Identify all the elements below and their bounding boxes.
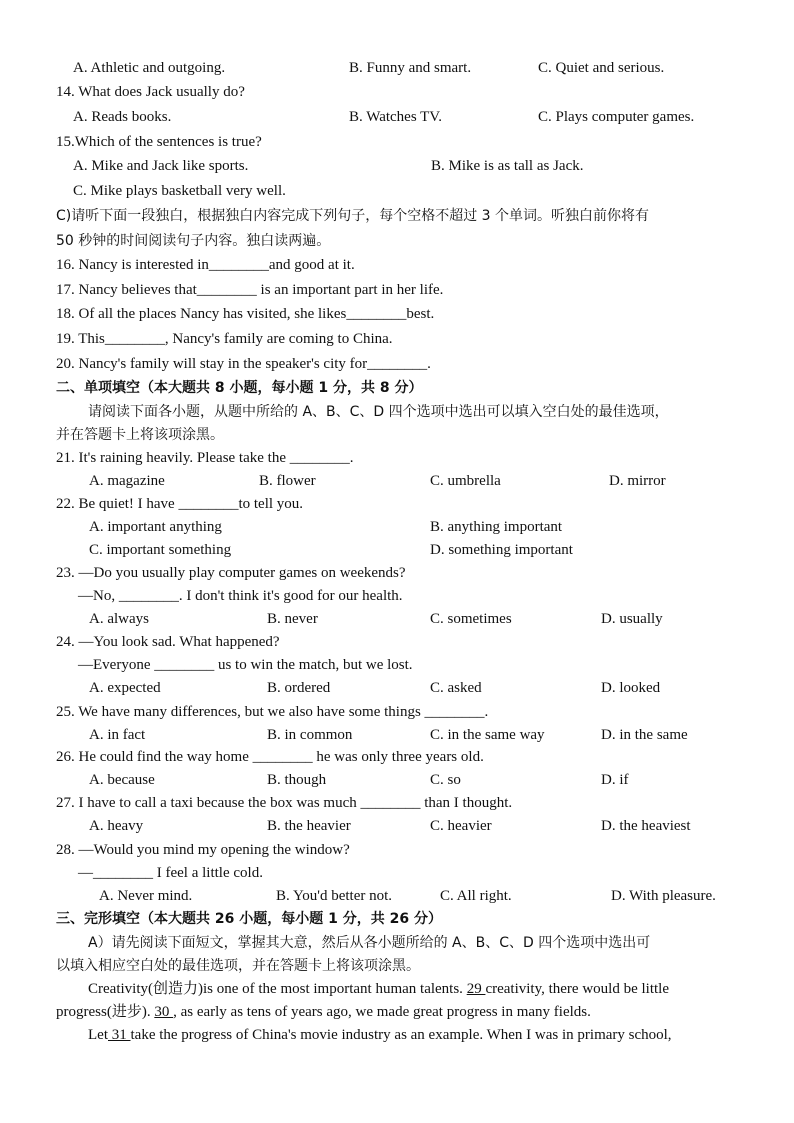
q15-option-b: B. Mike is as tall as Jack. bbox=[431, 158, 584, 174]
passage-text: take the progress of China's movie industry as an example. When I was in primary school, bbox=[130, 1027, 672, 1043]
q27-option-c: C. heavier bbox=[430, 818, 492, 834]
q23-line2: —No, ________. I don't think it's good for our health. bbox=[78, 588, 403, 604]
q14-stem: 14. What does Jack usually do? bbox=[56, 84, 245, 100]
q28-stem: 28. —Would you mind my opening the window? bbox=[56, 842, 350, 858]
section-c-instruction-1: C)请听下面一段独白，根据独白内容完成下列句子，每个空格不超过 3 个单词。听独白前你将有 bbox=[56, 208, 650, 224]
q22-stem: 22. Be quiet! I have ________to tell you. bbox=[56, 496, 304, 512]
section-c-instruction-2: 50 秒钟的时间阅读句子内容。独白读两遍。 bbox=[56, 233, 331, 249]
q22-option-d: D. something important bbox=[430, 542, 573, 558]
q27-option-b: B. the heavier bbox=[267, 818, 351, 834]
q23-option-c: C. sometimes bbox=[430, 611, 512, 627]
q23-option-b: B. never bbox=[267, 611, 318, 627]
q28-option-b: B. You'd better not. bbox=[276, 888, 393, 904]
fill-item-18: 18. Of all the places Nancy has visited, she likes________best. bbox=[56, 306, 435, 322]
q28-option-a: A. Never mind. bbox=[99, 888, 193, 904]
q27-option-a: A. heavy bbox=[89, 818, 144, 834]
q23-options-row bbox=[0, 608, 794, 631]
q26-option-a: A. because bbox=[89, 772, 155, 788]
q21-option-b: B. flower bbox=[259, 473, 316, 489]
q25-option-c: C. in the same way bbox=[430, 727, 545, 743]
passage-text: creativity, there would be little bbox=[485, 981, 669, 997]
q13-option-c: C. Quiet and serious. bbox=[538, 60, 665, 76]
part3-instruction-2: 以填入相应空白处的最佳选项，并在答题卡上将该项涂黑。 bbox=[56, 958, 420, 974]
q24-option-d: D. looked bbox=[601, 680, 661, 696]
q13-option-b: B. Funny and smart. bbox=[349, 60, 472, 76]
q28-option-d: D. With pleasure. bbox=[611, 888, 716, 904]
passage-line-2 bbox=[0, 1001, 794, 1024]
q15-option-a: A. Mike and Jack like sports. bbox=[73, 158, 249, 174]
fill-item-19: 19. This________, Nancy's family are coming to China. bbox=[56, 331, 393, 347]
q13-options-row bbox=[0, 57, 794, 80]
passage-line-3 bbox=[0, 1024, 794, 1047]
q22-option-c: C. important something bbox=[89, 542, 232, 558]
q26-options-row bbox=[0, 769, 794, 792]
q23-option-a: A. always bbox=[89, 611, 149, 627]
q28-line2: —________ I feel a little cold. bbox=[78, 865, 263, 881]
q24-options-row bbox=[0, 677, 794, 700]
q15-options-row bbox=[0, 155, 794, 178]
part2-instruction-2: 并在答题卡上将该项涂黑。 bbox=[56, 427, 224, 443]
q13-option-a: A. Athletic and outgoing. bbox=[73, 60, 226, 76]
q15-stem: 15.Which of the sentences is true? bbox=[56, 134, 262, 150]
blank-31: 31 bbox=[108, 1027, 131, 1043]
q15-option-c: C. Mike plays basketball very well. bbox=[73, 183, 286, 199]
q24-option-c: C. asked bbox=[430, 680, 482, 696]
q21-options-row bbox=[0, 470, 794, 493]
q25-stem: 25. We have many differences, but we also have some things ________. bbox=[56, 704, 489, 720]
q27-options-row bbox=[0, 815, 794, 838]
q27-option-d: D. the heaviest bbox=[601, 818, 691, 834]
q25-option-b: B. in common bbox=[267, 727, 353, 743]
q23-stem: 23. —Do you usually play computer games on weekends? bbox=[56, 565, 406, 581]
q21-option-d: D. mirror bbox=[609, 473, 666, 489]
q24-option-b: B. ordered bbox=[267, 680, 331, 696]
q25-options-row bbox=[0, 724, 794, 747]
q14-options-row bbox=[0, 106, 794, 129]
q22-options-row-1 bbox=[0, 516, 794, 539]
q26-option-c: C. so bbox=[430, 772, 461, 788]
fill-item-16: 16. Nancy is interested in________and good at it. bbox=[56, 257, 355, 273]
q25-option-d: D. in the same bbox=[601, 727, 688, 743]
q14-option-c: C. Plays computer games. bbox=[538, 109, 695, 125]
fill-item-20: 20. Nancy's family will stay in the speaker's city for________. bbox=[56, 356, 431, 372]
q21-stem: 21. It's raining heavily. Please take the ________. bbox=[56, 450, 354, 466]
passage-text: , as early as tens of years ago, we made great progress in many fields. bbox=[173, 1004, 591, 1020]
q24-option-a: A. expected bbox=[89, 680, 161, 696]
q24-stem: 24. —You look sad. What happened? bbox=[56, 634, 280, 650]
passage-text: Let bbox=[88, 1027, 108, 1043]
part2-heading: 二、单项填空（本大题共 8 小题，每小题 1 分，共 8 分） bbox=[56, 380, 423, 396]
blank-30: 30 bbox=[154, 1004, 174, 1020]
fill-item-17: 17. Nancy believes that________ is an important part in her life. bbox=[56, 282, 444, 298]
q25-option-a: A. in fact bbox=[89, 727, 146, 743]
part3-heading: 三、完形填空（本大题共 26 小题，每小题 1 分，共 26 分） bbox=[56, 911, 442, 927]
passage-line-1 bbox=[0, 978, 794, 1001]
q14-option-a: A. Reads books. bbox=[73, 109, 172, 125]
q23-option-d: D. usually bbox=[601, 611, 663, 627]
q22-option-b: B. anything important bbox=[430, 519, 563, 535]
q14-option-b: B. Watches TV. bbox=[349, 109, 442, 125]
q21-option-a: A. magazine bbox=[89, 473, 165, 489]
q21-option-c: C. umbrella bbox=[430, 473, 501, 489]
part3-instruction-1: A）请先阅读下面短文，掌握其大意，然后从各小题所给的 A、B、C、D 四个选项中选出可 bbox=[88, 935, 651, 951]
passage-text: Creativity(创造力)is one of the most important human talents. bbox=[88, 981, 467, 997]
q15-option-c-row bbox=[0, 180, 794, 203]
blank-29: 29 bbox=[466, 981, 486, 997]
q26-stem: 26. He could find the way home ________ he was only three years old. bbox=[56, 749, 484, 765]
part2-instruction-1: 请阅读下面各小题，从题中所给的 A、B、C、D 四个选项中选出可以填入空白处的最佳选项， bbox=[88, 404, 669, 420]
q22-options-row-2 bbox=[0, 539, 794, 562]
q28-options-row bbox=[0, 885, 794, 908]
q24-line2: —Everyone ________ us to win the match, but we lost. bbox=[78, 657, 413, 673]
q27-stem: 27. I have to call a taxi because the box was much ________ than I thought. bbox=[56, 795, 513, 811]
q26-option-d: D. if bbox=[601, 772, 629, 788]
passage-text: progress(进步). bbox=[56, 1004, 155, 1020]
q28-option-c: C. All right. bbox=[440, 888, 512, 904]
q22-option-a: A. important anything bbox=[89, 519, 222, 535]
q26-option-b: B. though bbox=[267, 772, 327, 788]
